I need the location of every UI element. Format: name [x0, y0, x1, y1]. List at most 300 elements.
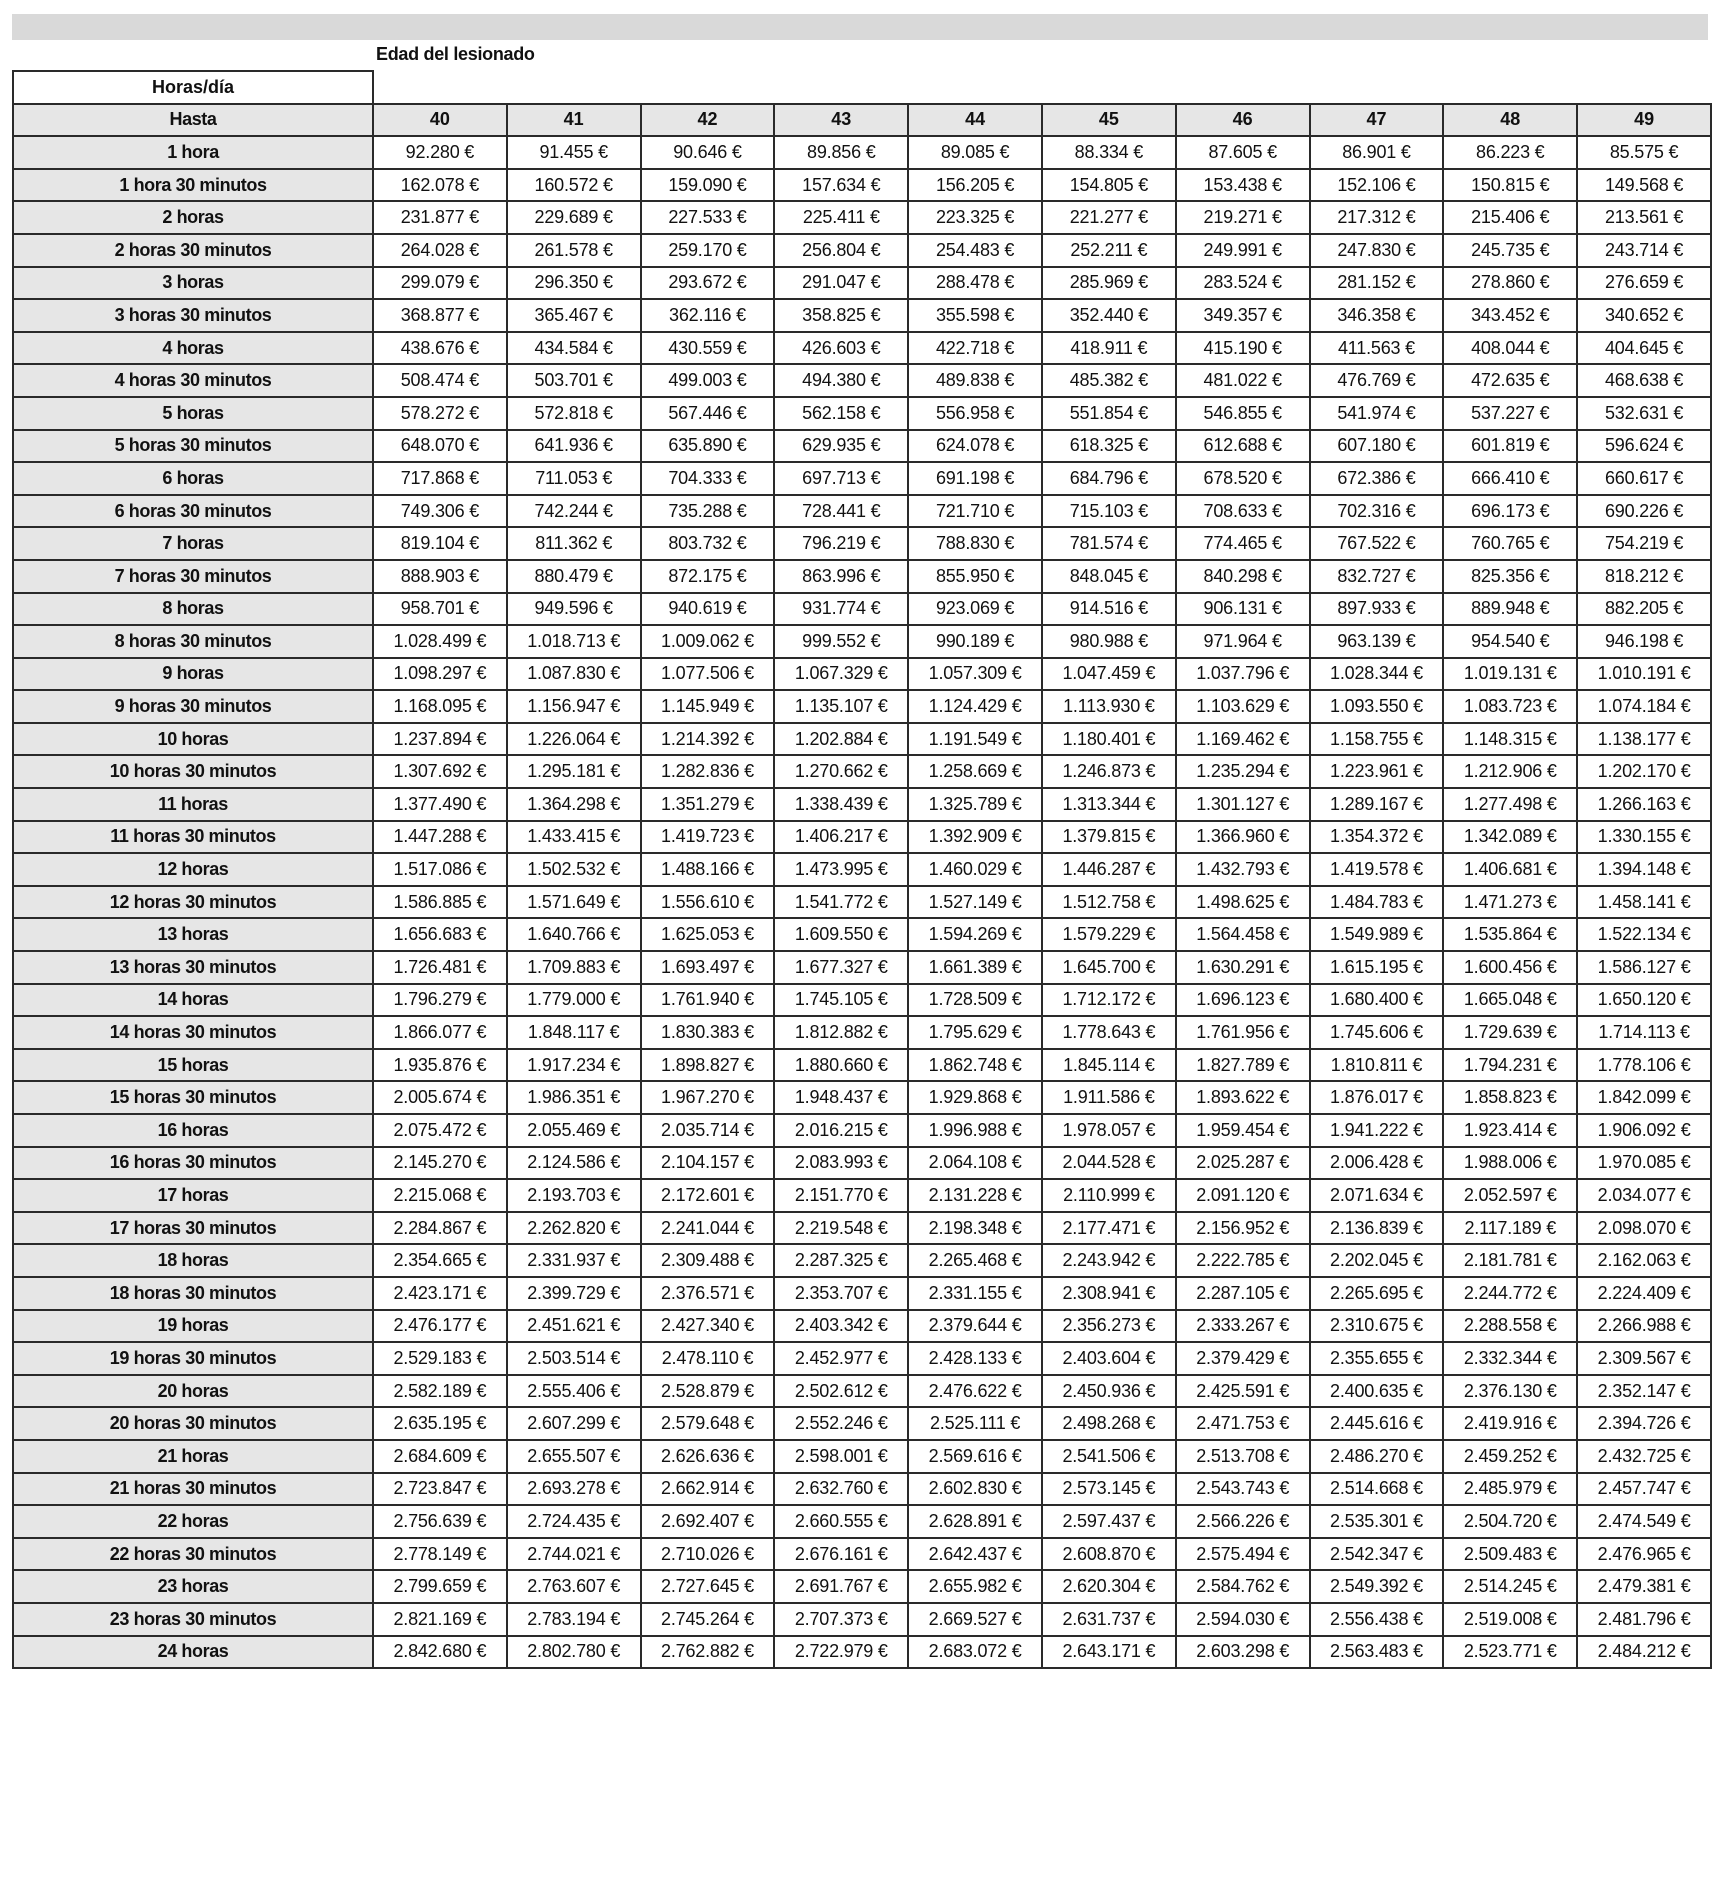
table-row: [13, 886, 1711, 919]
amount-cell: 1.057.309 €: [908, 658, 1042, 691]
amount-cell: 848.045 €: [1042, 560, 1176, 593]
amount-cell: 426.603 €: [774, 332, 908, 365]
amount-cell: 1.893.622 €: [1176, 1081, 1310, 1114]
amount-cell: 1.074.184 €: [1577, 690, 1711, 723]
table-row: [13, 1473, 1711, 1506]
amount-cell: 721.710 €: [908, 495, 1042, 528]
amount-cell: 1.656.683 €: [373, 918, 507, 951]
table-row: [13, 1212, 1711, 1245]
amount-cell: 352.440 €: [1042, 299, 1176, 332]
amount-cell: 678.520 €: [1176, 462, 1310, 495]
amount-cell: 1.379.815 €: [1042, 821, 1176, 854]
row-label: 8 horas 30 minutos: [13, 625, 373, 658]
amount-cell: 2.503.514 €: [507, 1342, 641, 1375]
amount-cell: 434.584 €: [507, 332, 641, 365]
amount-cell: 2.692.407 €: [641, 1505, 775, 1538]
amount-cell: 971.964 €: [1176, 625, 1310, 658]
amount-cell: 1.935.876 €: [373, 1049, 507, 1082]
row-label: 19 horas: [13, 1310, 373, 1343]
amount-cell: 2.075.472 €: [373, 1114, 507, 1147]
row-label: 10 horas: [13, 723, 373, 756]
amount-cell: 225.411 €: [774, 201, 908, 234]
amount-cell: 1.640.766 €: [507, 918, 641, 951]
amount-cell: 666.410 €: [1443, 462, 1577, 495]
table-row: [13, 1342, 1711, 1375]
amount-cell: 261.578 €: [507, 234, 641, 267]
table-row: [13, 1277, 1711, 1310]
amount-cell: 2.579.648 €: [641, 1407, 775, 1440]
amount-cell: 2.502.612 €: [774, 1375, 908, 1408]
amount-cell: 227.533 €: [641, 201, 775, 234]
amount-cell: 863.996 €: [774, 560, 908, 593]
amount-cell: 1.812.882 €: [774, 1016, 908, 1049]
amount-cell: 1.779.000 €: [507, 984, 641, 1017]
table-row: [13, 430, 1711, 463]
amount-cell: 612.688 €: [1176, 430, 1310, 463]
amount-cell: 1.517.086 €: [373, 853, 507, 886]
amount-cell: 2.566.226 €: [1176, 1505, 1310, 1538]
row-label: 3 horas 30 minutos: [13, 299, 373, 332]
amount-cell: 1.289.167 €: [1310, 788, 1444, 821]
amount-cell: 2.034.077 €: [1577, 1179, 1711, 1212]
amount-cell: 296.350 €: [507, 267, 641, 300]
amount-cell: 742.244 €: [507, 495, 641, 528]
amount-cell: 2.091.120 €: [1176, 1179, 1310, 1212]
amount-cell: 980.988 €: [1042, 625, 1176, 658]
amount-cell: 1.446.287 €: [1042, 853, 1176, 886]
amount-cell: 2.479.381 €: [1577, 1570, 1711, 1603]
amount-cell: 293.672 €: [641, 267, 775, 300]
amount-cell: 2.110.999 €: [1042, 1179, 1176, 1212]
amount-cell: 2.459.252 €: [1443, 1440, 1577, 1473]
amount-cell: 285.969 €: [1042, 267, 1176, 300]
amount-cell: 1.270.662 €: [774, 755, 908, 788]
row-label: 11 horas 30 minutos: [13, 821, 373, 854]
amount-cell: 157.634 €: [774, 169, 908, 202]
amount-cell: 346.358 €: [1310, 299, 1444, 332]
amount-cell: 2.399.729 €: [507, 1277, 641, 1310]
amount-cell: 2.403.604 €: [1042, 1342, 1176, 1375]
row-label: 22 horas 30 minutos: [13, 1538, 373, 1571]
amount-cell: 1.083.723 €: [1443, 690, 1577, 723]
amount-cell: 1.325.789 €: [908, 788, 1042, 821]
amount-cell: 2.569.616 €: [908, 1440, 1042, 1473]
amount-cell: 1.180.401 €: [1042, 723, 1176, 756]
amount-cell: 2.723.847 €: [373, 1473, 507, 1506]
amount-cell: 697.713 €: [774, 462, 908, 495]
amount-cell: 1.488.166 €: [641, 853, 775, 886]
amount-cell: 717.868 €: [373, 462, 507, 495]
amount-cell: 1.019.131 €: [1443, 658, 1577, 691]
amount-cell: 1.923.414 €: [1443, 1114, 1577, 1147]
amount-cell: 1.978.057 €: [1042, 1114, 1176, 1147]
amount-cell: 281.152 €: [1310, 267, 1444, 300]
table-row: [13, 1114, 1711, 1147]
row-label: 17 horas 30 minutos: [13, 1212, 373, 1245]
table-row: [13, 984, 1711, 1017]
amount-cell: 708.633 €: [1176, 495, 1310, 528]
amount-cell: 1.419.723 €: [641, 821, 775, 854]
amount-cell: 715.103 €: [1042, 495, 1176, 528]
amount-cell: 1.615.195 €: [1310, 951, 1444, 984]
row-label: 9 horas 30 minutos: [13, 690, 373, 723]
amount-cell: 1.258.669 €: [908, 755, 1042, 788]
amount-cell: 2.722.979 €: [774, 1636, 908, 1669]
amount-cell: 411.563 €: [1310, 332, 1444, 365]
amount-cell: 1.377.490 €: [373, 788, 507, 821]
row-label: 12 horas 30 minutos: [13, 886, 373, 919]
age-header-cell: 42: [641, 104, 775, 137]
amount-cell: 872.175 €: [641, 560, 775, 593]
amount-cell: 578.272 €: [373, 397, 507, 430]
amount-cell: 1.911.586 €: [1042, 1081, 1176, 1114]
amount-cell: 2.632.760 €: [774, 1473, 908, 1506]
row-label: 9 horas: [13, 658, 373, 691]
amount-cell: 508.474 €: [373, 364, 507, 397]
table-row: [13, 853, 1711, 886]
amount-cell: 1.158.755 €: [1310, 723, 1444, 756]
amount-cell: 2.352.147 €: [1577, 1375, 1711, 1408]
amount-cell: 774.465 €: [1176, 527, 1310, 560]
table-row: [13, 169, 1711, 202]
amount-cell: 629.935 €: [774, 430, 908, 463]
table-row: [13, 1375, 1711, 1408]
amount-cell: 1.586.885 €: [373, 886, 507, 919]
amount-cell: 1.527.149 €: [908, 886, 1042, 919]
row-label: 7 horas 30 minutos: [13, 560, 373, 593]
amount-cell: 897.933 €: [1310, 593, 1444, 626]
amount-cell: 1.579.229 €: [1042, 918, 1176, 951]
amount-cell: 2.620.304 €: [1042, 1570, 1176, 1603]
amount-cell: 2.376.571 €: [641, 1277, 775, 1310]
amount-cell: 2.484.212 €: [1577, 1636, 1711, 1669]
amount-cell: 840.298 €: [1176, 560, 1310, 593]
amount-cell: 541.974 €: [1310, 397, 1444, 430]
amount-cell: 2.104.157 €: [641, 1147, 775, 1180]
amount-cell: 2.607.299 €: [507, 1407, 641, 1440]
amount-cell: 89.085 €: [908, 136, 1042, 169]
amount-cell: 415.190 €: [1176, 332, 1310, 365]
amount-cell: 811.362 €: [507, 527, 641, 560]
amount-cell: 1.959.454 €: [1176, 1114, 1310, 1147]
amount-cell: 702.316 €: [1310, 495, 1444, 528]
amount-cell: 1.098.297 €: [373, 658, 507, 691]
amount-cell: 735.288 €: [641, 495, 775, 528]
amount-cell: 2.266.988 €: [1577, 1310, 1711, 1343]
table-row: [13, 332, 1711, 365]
amount-cell: 1.202.170 €: [1577, 755, 1711, 788]
amount-cell: 2.423.171 €: [373, 1277, 507, 1310]
amount-cell: 2.354.665 €: [373, 1244, 507, 1277]
amount-cell: 2.655.507 €: [507, 1440, 641, 1473]
amount-cell: 1.541.772 €: [774, 886, 908, 919]
amount-cell: 1.473.995 €: [774, 853, 908, 886]
amount-cell: 2.427.340 €: [641, 1310, 775, 1343]
amount-cell: 213.561 €: [1577, 201, 1711, 234]
amount-cell: 1.810.811 €: [1310, 1049, 1444, 1082]
amount-cell: 1.728.509 €: [908, 984, 1042, 1017]
amount-cell: 1.906.092 €: [1577, 1114, 1711, 1147]
amount-cell: 2.394.726 €: [1577, 1407, 1711, 1440]
amount-cell: 1.212.906 €: [1443, 755, 1577, 788]
amount-cell: 855.950 €: [908, 560, 1042, 593]
amount-cell: 2.691.767 €: [774, 1570, 908, 1603]
amount-cell: 2.762.882 €: [641, 1636, 775, 1669]
amount-cell: 1.145.949 €: [641, 690, 775, 723]
amount-cell: 1.135.107 €: [774, 690, 908, 723]
amount-cell: 2.064.108 €: [908, 1147, 1042, 1180]
amount-cell: 2.602.830 €: [908, 1473, 1042, 1506]
amount-cell: 468.638 €: [1577, 364, 1711, 397]
amount-cell: 1.113.930 €: [1042, 690, 1176, 723]
amount-cell: 2.131.228 €: [908, 1179, 1042, 1212]
amount-cell: 1.338.439 €: [774, 788, 908, 821]
amount-cell: 2.451.621 €: [507, 1310, 641, 1343]
amount-cell: 215.406 €: [1443, 201, 1577, 234]
amount-cell: 1.795.629 €: [908, 1016, 1042, 1049]
amount-cell: 1.037.796 €: [1176, 658, 1310, 691]
row-label: 11 horas: [13, 788, 373, 821]
amount-cell: 2.529.183 €: [373, 1342, 507, 1375]
age-header-cell: 46: [1176, 104, 1310, 137]
age-header-cell: 45: [1042, 104, 1176, 137]
amount-cell: 1.330.155 €: [1577, 821, 1711, 854]
amount-cell: 2.662.914 €: [641, 1473, 775, 1506]
amount-cell: 1.342.089 €: [1443, 821, 1577, 854]
amount-cell: 2.117.189 €: [1443, 1212, 1577, 1245]
row-label: 1 hora 30 minutos: [13, 169, 373, 202]
amount-cell: 1.988.006 €: [1443, 1147, 1577, 1180]
amount-cell: 418.911 €: [1042, 332, 1176, 365]
amount-cell: 1.996.988 €: [908, 1114, 1042, 1147]
table-row: [13, 1603, 1711, 1636]
amount-cell: 219.271 €: [1176, 201, 1310, 234]
amount-cell: 2.151.770 €: [774, 1179, 908, 1212]
amount-cell: 2.519.008 €: [1443, 1603, 1577, 1636]
amount-cell: 264.028 €: [373, 234, 507, 267]
amount-cell: 1.571.649 €: [507, 886, 641, 919]
amount-cell: 1.600.456 €: [1443, 951, 1577, 984]
amount-cell: 2.556.438 €: [1310, 1603, 1444, 1636]
table-row: [13, 1407, 1711, 1440]
amount-cell: 572.818 €: [507, 397, 641, 430]
table-body: [13, 136, 1711, 1668]
age-header-cell: 40: [373, 104, 507, 137]
amount-cell: 2.432.725 €: [1577, 1440, 1711, 1473]
amount-cell: 711.053 €: [507, 462, 641, 495]
amount-cell: 2.842.680 €: [373, 1636, 507, 1669]
amount-cell: 2.055.469 €: [507, 1114, 641, 1147]
amount-cell: 278.860 €: [1443, 267, 1577, 300]
amount-cell: 2.474.549 €: [1577, 1505, 1711, 1538]
amount-cell: 2.476.965 €: [1577, 1538, 1711, 1571]
amount-cell: 2.222.785 €: [1176, 1244, 1310, 1277]
row-label: 2 horas: [13, 201, 373, 234]
amount-cell: 2.202.045 €: [1310, 1244, 1444, 1277]
amount-cell: 2.006.428 €: [1310, 1147, 1444, 1180]
amount-cell: 2.193.703 €: [507, 1179, 641, 1212]
amount-cell: 728.441 €: [774, 495, 908, 528]
amount-cell: 1.406.681 €: [1443, 853, 1577, 886]
amount-cell: 1.848.117 €: [507, 1016, 641, 1049]
amount-cell: 1.630.291 €: [1176, 951, 1310, 984]
amount-cell: 2.379.644 €: [908, 1310, 1042, 1343]
amount-cell: 476.769 €: [1310, 364, 1444, 397]
amount-cell: 999.552 €: [774, 625, 908, 658]
amount-cell: 690.226 €: [1577, 495, 1711, 528]
amount-cell: 2.481.796 €: [1577, 1603, 1711, 1636]
amount-cell: 154.805 €: [1042, 169, 1176, 202]
amount-cell: 86.223 €: [1443, 136, 1577, 169]
amount-cell: 1.067.329 €: [774, 658, 908, 691]
amount-cell: 1.460.029 €: [908, 853, 1042, 886]
amount-cell: 1.677.327 €: [774, 951, 908, 984]
amount-cell: 2.071.634 €: [1310, 1179, 1444, 1212]
amount-cell: 825.356 €: [1443, 560, 1577, 593]
row-label: 17 horas: [13, 1179, 373, 1212]
table-row: [13, 462, 1711, 495]
amount-cell: 788.830 €: [908, 527, 1042, 560]
amount-cell: 1.535.864 €: [1443, 918, 1577, 951]
amount-cell: 958.701 €: [373, 593, 507, 626]
amount-cell: 2.136.839 €: [1310, 1212, 1444, 1245]
amount-cell: 2.693.278 €: [507, 1473, 641, 1506]
amount-cell: 2.219.548 €: [774, 1212, 908, 1245]
amount-cell: 90.646 €: [641, 136, 775, 169]
amount-cell: 923.069 €: [908, 593, 1042, 626]
amount-cell: 2.310.675 €: [1310, 1310, 1444, 1343]
amount-cell: 2.573.145 €: [1042, 1473, 1176, 1506]
amount-cell: 2.683.072 €: [908, 1636, 1042, 1669]
compensation-table: [12, 70, 1712, 1669]
amount-cell: 2.626.636 €: [641, 1440, 775, 1473]
amount-cell: 1.858.823 €: [1443, 1081, 1577, 1114]
amount-cell: 503.701 €: [507, 364, 641, 397]
row-label: 18 horas: [13, 1244, 373, 1277]
amount-cell: 1.138.177 €: [1577, 723, 1711, 756]
amount-cell: 1.307.692 €: [373, 755, 507, 788]
age-caption: Edad del lesionado: [376, 44, 535, 64]
age-header-cell: 49: [1577, 104, 1711, 137]
amount-cell: 2.631.737 €: [1042, 1603, 1176, 1636]
amount-cell: 1.223.961 €: [1310, 755, 1444, 788]
amount-cell: 1.917.234 €: [507, 1049, 641, 1082]
amount-cell: 660.617 €: [1577, 462, 1711, 495]
row-label: 24 horas: [13, 1636, 373, 1669]
amount-cell: 1.282.836 €: [641, 755, 775, 788]
row-label: 15 horas: [13, 1049, 373, 1082]
amount-cell: 1.010.191 €: [1577, 658, 1711, 691]
amount-cell: 1.295.181 €: [507, 755, 641, 788]
amount-cell: 1.714.113 €: [1577, 1016, 1711, 1049]
amount-cell: 299.079 €: [373, 267, 507, 300]
amount-cell: 1.665.048 €: [1443, 984, 1577, 1017]
amount-cell: 1.709.883 €: [507, 951, 641, 984]
amount-cell: 1.191.549 €: [908, 723, 1042, 756]
amount-cell: 2.582.189 €: [373, 1375, 507, 1408]
amount-cell: 499.003 €: [641, 364, 775, 397]
amount-cell: 2.655.982 €: [908, 1570, 1042, 1603]
table-row: [13, 1081, 1711, 1114]
amount-cell: 2.177.471 €: [1042, 1212, 1176, 1245]
row-label: 2 horas 30 minutos: [13, 234, 373, 267]
table-row: [13, 658, 1711, 691]
amount-cell: 1.351.279 €: [641, 788, 775, 821]
amount-cell: 2.016.215 €: [774, 1114, 908, 1147]
age-header-cell: 48: [1443, 104, 1577, 137]
amount-cell: 1.246.873 €: [1042, 755, 1176, 788]
amount-cell: 481.022 €: [1176, 364, 1310, 397]
hours-per-day-header: Horas/día: [13, 71, 373, 104]
amount-cell: 2.514.668 €: [1310, 1473, 1444, 1506]
amount-cell: 2.642.437 €: [908, 1538, 1042, 1571]
table-row: [13, 690, 1711, 723]
amount-cell: 1.929.868 €: [908, 1081, 1042, 1114]
amount-cell: 2.676.161 €: [774, 1538, 908, 1571]
amount-cell: 2.486.270 €: [1310, 1440, 1444, 1473]
amount-cell: 2.243.942 €: [1042, 1244, 1176, 1277]
table-row: [13, 1147, 1711, 1180]
amount-cell: 2.669.527 €: [908, 1603, 1042, 1636]
amount-cell: 152.106 €: [1310, 169, 1444, 202]
amount-cell: 2.643.171 €: [1042, 1636, 1176, 1669]
amount-cell: 2.265.695 €: [1310, 1277, 1444, 1310]
amount-cell: 2.476.177 €: [373, 1310, 507, 1343]
row-label: 13 horas 30 minutos: [13, 951, 373, 984]
top-gray-band: [12, 14, 1708, 40]
amount-cell: 1.522.134 €: [1577, 918, 1711, 951]
amount-cell: 2.584.762 €: [1176, 1570, 1310, 1603]
amount-cell: 2.799.659 €: [373, 1570, 507, 1603]
amount-cell: 2.471.753 €: [1176, 1407, 1310, 1440]
amount-cell: 1.625.053 €: [641, 918, 775, 951]
row-label: 16 horas 30 minutos: [13, 1147, 373, 1180]
row-label: 12 horas: [13, 853, 373, 886]
table-row: [13, 755, 1711, 788]
amount-cell: 1.009.062 €: [641, 625, 775, 658]
amount-cell: 2.215.068 €: [373, 1179, 507, 1212]
amount-cell: 365.467 €: [507, 299, 641, 332]
amount-cell: 2.535.301 €: [1310, 1505, 1444, 1538]
row-label: 21 horas 30 minutos: [13, 1473, 373, 1506]
amount-cell: 2.603.298 €: [1176, 1636, 1310, 1669]
amount-cell: 2.745.264 €: [641, 1603, 775, 1636]
amount-cell: 2.244.772 €: [1443, 1277, 1577, 1310]
amount-cell: 1.680.400 €: [1310, 984, 1444, 1017]
amount-cell: 1.845.114 €: [1042, 1049, 1176, 1082]
amount-cell: 1.214.392 €: [641, 723, 775, 756]
row-label: 1 hora: [13, 136, 373, 169]
amount-cell: 1.941.222 €: [1310, 1114, 1444, 1147]
amount-cell: 2.181.781 €: [1443, 1244, 1577, 1277]
amount-cell: 635.890 €: [641, 430, 775, 463]
amount-cell: 556.958 €: [908, 397, 1042, 430]
amount-cell: 2.156.952 €: [1176, 1212, 1310, 1245]
amount-cell: 1.898.827 €: [641, 1049, 775, 1082]
amount-cell: 1.313.344 €: [1042, 788, 1176, 821]
amount-cell: 601.819 €: [1443, 430, 1577, 463]
amount-cell: 2.523.771 €: [1443, 1636, 1577, 1669]
amount-cell: 624.078 €: [908, 430, 1042, 463]
amount-cell: 2.756.639 €: [373, 1505, 507, 1538]
amount-cell: 1.712.172 €: [1042, 984, 1176, 1017]
amount-cell: 2.452.977 €: [774, 1342, 908, 1375]
amount-cell: 245.735 €: [1443, 234, 1577, 267]
amount-cell: 1.093.550 €: [1310, 690, 1444, 723]
amount-cell: 1.458.141 €: [1577, 886, 1711, 919]
amount-cell: 2.309.567 €: [1577, 1342, 1711, 1375]
amount-cell: 2.124.586 €: [507, 1147, 641, 1180]
